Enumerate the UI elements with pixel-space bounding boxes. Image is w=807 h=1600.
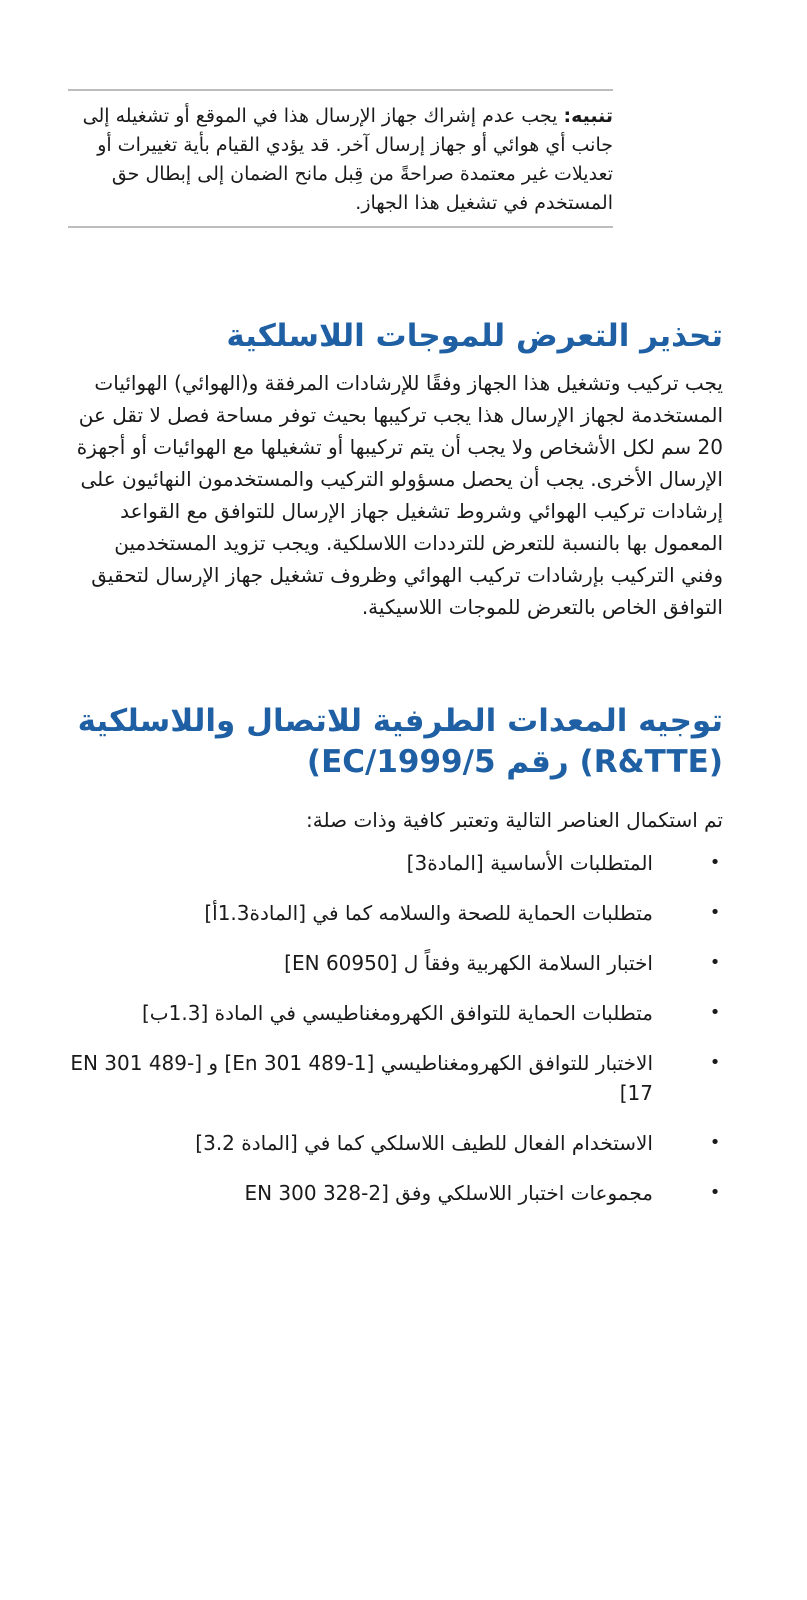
rtte-directive-heading: توجيه المعدات الطرفية للاتصال واللاسلكية (R&TTE) رقم EC/1999/5) — [77, 703, 723, 780]
requirements-list — [63, 848, 723, 1228]
list-item — [63, 848, 723, 878]
bullet-icon: • — [709, 852, 721, 873]
bullet-icon: • — [709, 902, 721, 923]
list-item — [63, 1128, 723, 1158]
bullet-icon: • — [709, 1052, 721, 1073]
rf-exposure-heading: تحذير التعرض للموجات اللاسلكية — [226, 318, 723, 354]
list-item — [63, 948, 723, 978]
list-item-text: الاستخدام الفعال للطيف اللاسلكي كما في [المادة 3.2] — [195, 1131, 653, 1155]
list-item-text: المتطلبات الأساسية [المادة3] — [406, 851, 653, 875]
rf-exposure-paragraph: يجب تركيب وتشغيل هذا الجهاز وفقًا للإرشادات المرفقة و(الهوائي) الهوائيات المستخدمة لجهاز الإرسال هذا يجب تركيبها بحيث توفر مساحة فصل لا تقل عن 20 سم لكل الأشخاص ولا يجب أن يتم تركيبها أو تشغيلها مع الهوائيات أو أجهزة الإرسال الأخرى. يجب أن يحصل مسؤولو التركيب والمستخدمون النهائيون على إرشادات تركيب الهوائي وشروط تشغيل جهاز الإرسال للتوافق مع القواعد المعمول بها بالنسبة للتعرض للترددات اللاسلكية. ويجب تزويد المستخدمين وفني التركيب بإرشادات تركيب الهوائي وظروف تشغيل جهاز الإرسال لتحقيق التوافق الخاص بالتعرض للموجات اللاسيكية. — [76, 371, 723, 619]
list-item — [63, 1048, 723, 1108]
rtte-intro-text: تم استكمال العناصر التالية وتعتبر كافية وذات صلة: — [306, 808, 723, 832]
caution-text: يجب عدم إشراك جهاز الإرسال هذا في الموقع أو تشغيله إلى جانب أي هوائي أو جهاز إرسال آخر. قد يؤدي القيام بأية تغييرات أو تعديلات غير معتمدة صراحةً من قِبل مانح الضمان إلى إبطال حق المستخدم في تشغيل هذا الجهاز. — [82, 105, 613, 214]
list-item-text: متطلبات الحماية للتوافق الكهرومغناطيسي في المادة [1.3ب] — [141, 1001, 653, 1025]
list-item-text: متطلبات الحماية للصحة والسلامه كما في [المادة1.3أ] — [204, 901, 653, 925]
list-item-text: اختبار السلامة الكهربية وفقاً ل [EN 60950] — [284, 951, 653, 975]
bullet-icon: • — [709, 1182, 721, 1203]
caution-note — [68, 89, 613, 228]
list-item — [63, 998, 723, 1028]
list-item — [63, 1178, 723, 1208]
list-item — [63, 898, 723, 928]
bullet-icon: • — [709, 952, 721, 973]
caution-label: تنبيه: — [563, 105, 613, 127]
bullet-icon: • — [709, 1002, 721, 1023]
list-item-text: الاختبار للتوافق الكهرومغناطيسي [En 301 489-1] و [EN 301 489-17] — [70, 1051, 653, 1105]
list-item-text: مجموعات اختبار اللاسلكي وفق [EN 300 328-2 — [244, 1181, 653, 1205]
bullet-icon: • — [709, 1132, 721, 1153]
